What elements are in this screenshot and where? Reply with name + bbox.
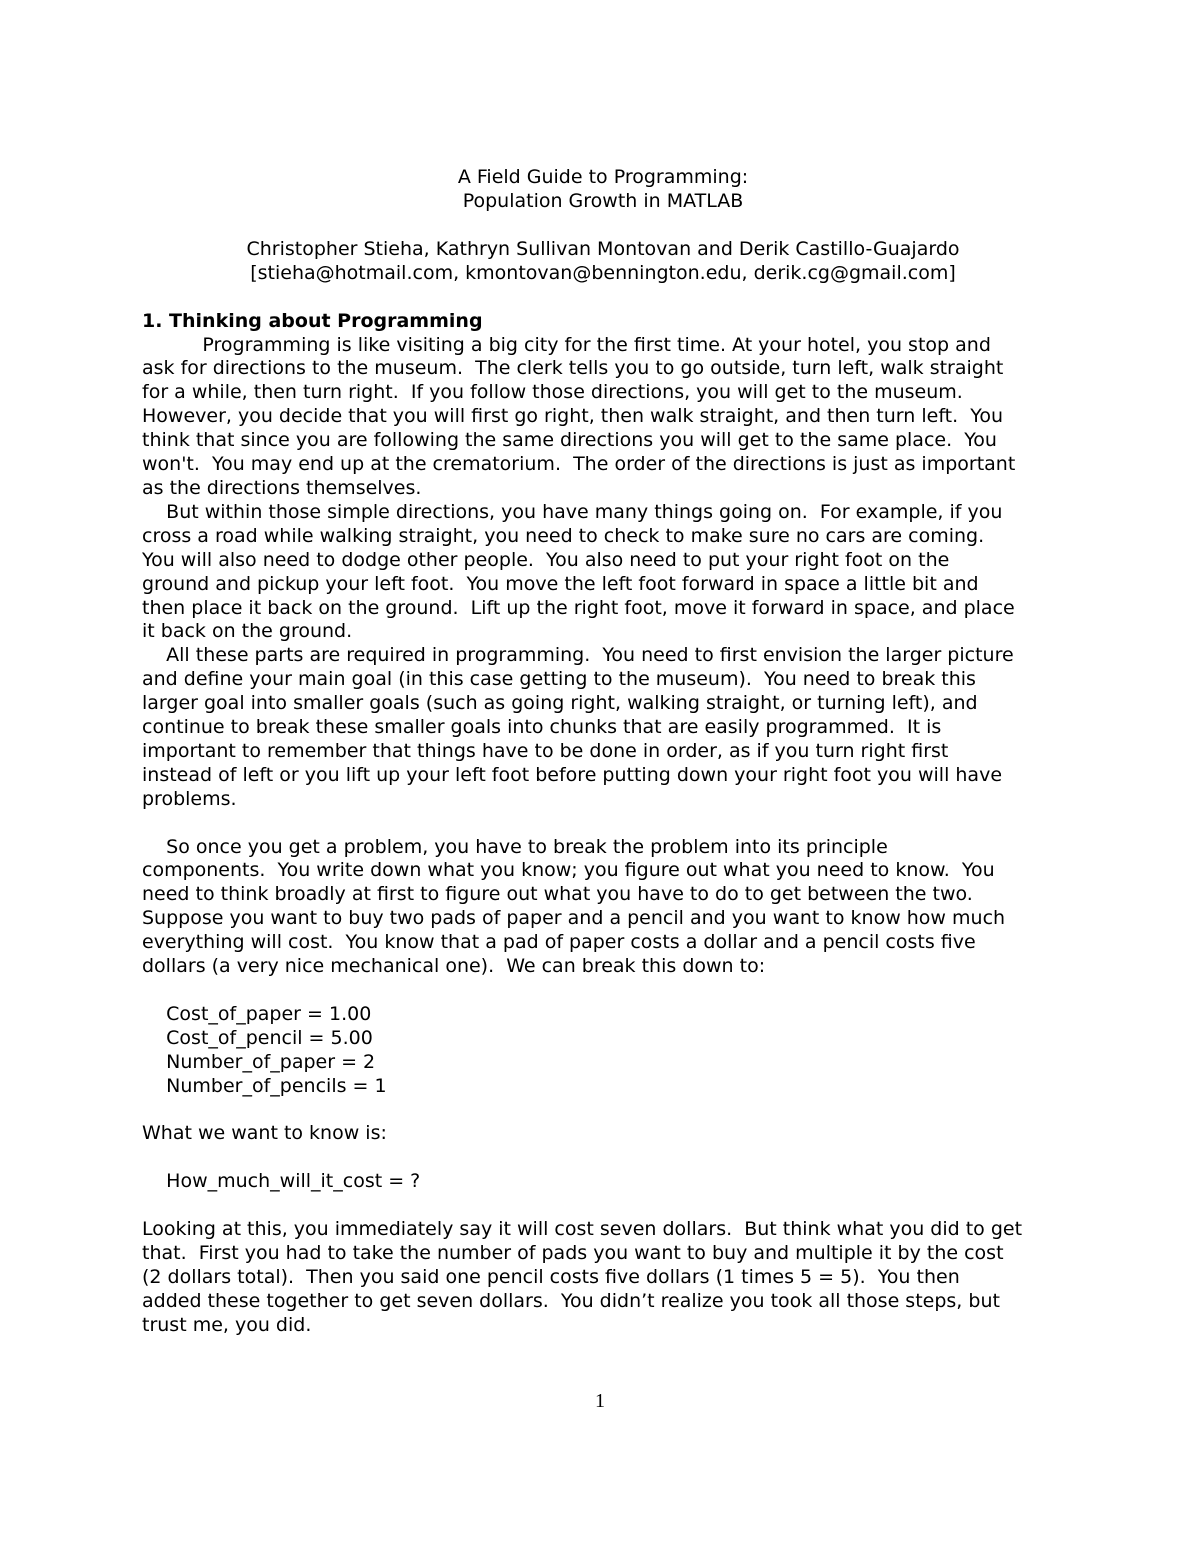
text-line: won't. You may end up at the crematorium. The order of the directions is just as important xyxy=(142,453,1016,476)
authors-block xyxy=(142,238,1064,286)
text-line: that. First you had to take the number of pads you want to buy and multiple it by the cost xyxy=(142,1241,1004,1264)
section-heading: 1. Thinking about Programming xyxy=(142,309,483,332)
text-line: Suppose you want to buy two pads of paper and a pencil and you want to know how much xyxy=(142,907,1006,930)
code-line: Number_of_pencils = 1 xyxy=(142,1074,387,1097)
blank-line xyxy=(142,1194,1064,1218)
blank-line xyxy=(142,979,1064,1003)
blank-line xyxy=(142,1146,1064,1170)
text-line: instead of left or you lift up your left foot before putting down your right foot you will have xyxy=(142,763,1003,786)
text-line: added these together to get seven dollars. You didn’t realize you took all those steps, but xyxy=(142,1289,1000,1312)
text-line: All these parts are required in programming. You need to first envision the larger picture xyxy=(142,644,1014,667)
text-line: continue to break these smaller goals into chunks that are easily programmed. It is xyxy=(142,716,942,739)
document-title: A Field Guide to Programming: xyxy=(457,166,749,188)
paragraph-3 xyxy=(142,644,1064,811)
want-label: What we want to know is: xyxy=(142,1122,387,1145)
text-line: it back on the ground. xyxy=(142,620,353,643)
text-line: ask for directions to the museum. The clerk tells you to go outside, turn left, walk straight xyxy=(142,357,1004,380)
text-line: (2 dollars total). Then you said one pencil costs five dollars (1 times 5 = 5). You then xyxy=(142,1265,960,1288)
document-page xyxy=(142,166,1064,1338)
text-line: as the directions themselves. xyxy=(142,476,422,499)
text-line: for a while, then turn right. If you follow those directions, you will get to the museum. xyxy=(142,381,963,404)
author-names: Christopher Stieha, Kathryn Sullivan Montovan and Derik Castillo-Guajardo xyxy=(246,237,960,260)
text-line: Programming is like visiting a big city for the first time. At your hotel, you stop and xyxy=(142,333,991,356)
text-line: But within those simple directions, you have many things going on. For example, if you xyxy=(142,500,1003,523)
author-emails: [stieha@hotmail.com, kmontovan@bennington.edu, derik.cg@gmail.com] xyxy=(250,261,956,284)
text-line: trust me, you did. xyxy=(142,1313,312,1336)
text-line: ground and pickup your left foot. You move the left foot forward in space a little bit and xyxy=(142,572,979,595)
text-line: cross a road while walking straight, you need to check to make sure no cars are coming. xyxy=(142,524,985,547)
text-line: need to think broadly at first to figure out what you have to do to get between the two. xyxy=(142,883,973,906)
text-line: However, you decide that you will first go right, then walk straight, and then turn left. You xyxy=(142,405,1004,428)
text-line: important to remember that things have to be done in order, as if you turn right first xyxy=(142,739,949,762)
paragraph-1 xyxy=(142,334,1064,501)
known-values-block xyxy=(142,1003,1064,1099)
paragraph-4 xyxy=(142,836,1064,979)
code-line: Number_of_paper = 2 xyxy=(142,1050,376,1073)
code-line: Cost_of_paper = 1.00 xyxy=(142,1002,372,1025)
text-line: So once you get a problem, you have to break the problem into its principle xyxy=(142,835,888,858)
paragraph-2 xyxy=(142,501,1064,644)
text-line: components. You write down what you know; you figure out what you need to know. You xyxy=(142,859,995,882)
blank-line xyxy=(142,812,1064,836)
text-line: larger goal into smaller goals (such as going right, walking straight, or turning left), and xyxy=(142,692,978,715)
document-subtitle: Population Growth in MATLAB xyxy=(462,189,744,212)
text-line: Looking at this, you immediately say it will cost seven dollars. But think what you did to get xyxy=(142,1217,1023,1240)
blank-line xyxy=(142,1099,1064,1123)
text-line: think that since you are following the same directions you will get to the same place. You xyxy=(142,429,997,452)
text-line: and define your main goal (in this case getting to the museum). You need to break this xyxy=(142,668,976,691)
code-line: How_much_will_it_cost = ? xyxy=(142,1170,421,1193)
code-line: Cost_of_pencil = 5.00 xyxy=(142,1026,373,1049)
text-line: problems. xyxy=(142,787,237,810)
page-number: 1 xyxy=(595,1390,605,1412)
paragraph-5 xyxy=(142,1218,1064,1338)
text-line: dollars (a very nice mechanical one). We can break this down to: xyxy=(142,955,766,978)
text-line: then place it back on the ground. Lift up the right foot, move it forward in space, and place xyxy=(142,596,1015,619)
title-block xyxy=(142,166,1064,214)
text-line: everything will cost. You know that a pad of paper costs a dollar and a pencil costs five xyxy=(142,931,976,954)
text-line: You will also need to dodge other people. You also need to put your right foot on the xyxy=(142,548,950,571)
